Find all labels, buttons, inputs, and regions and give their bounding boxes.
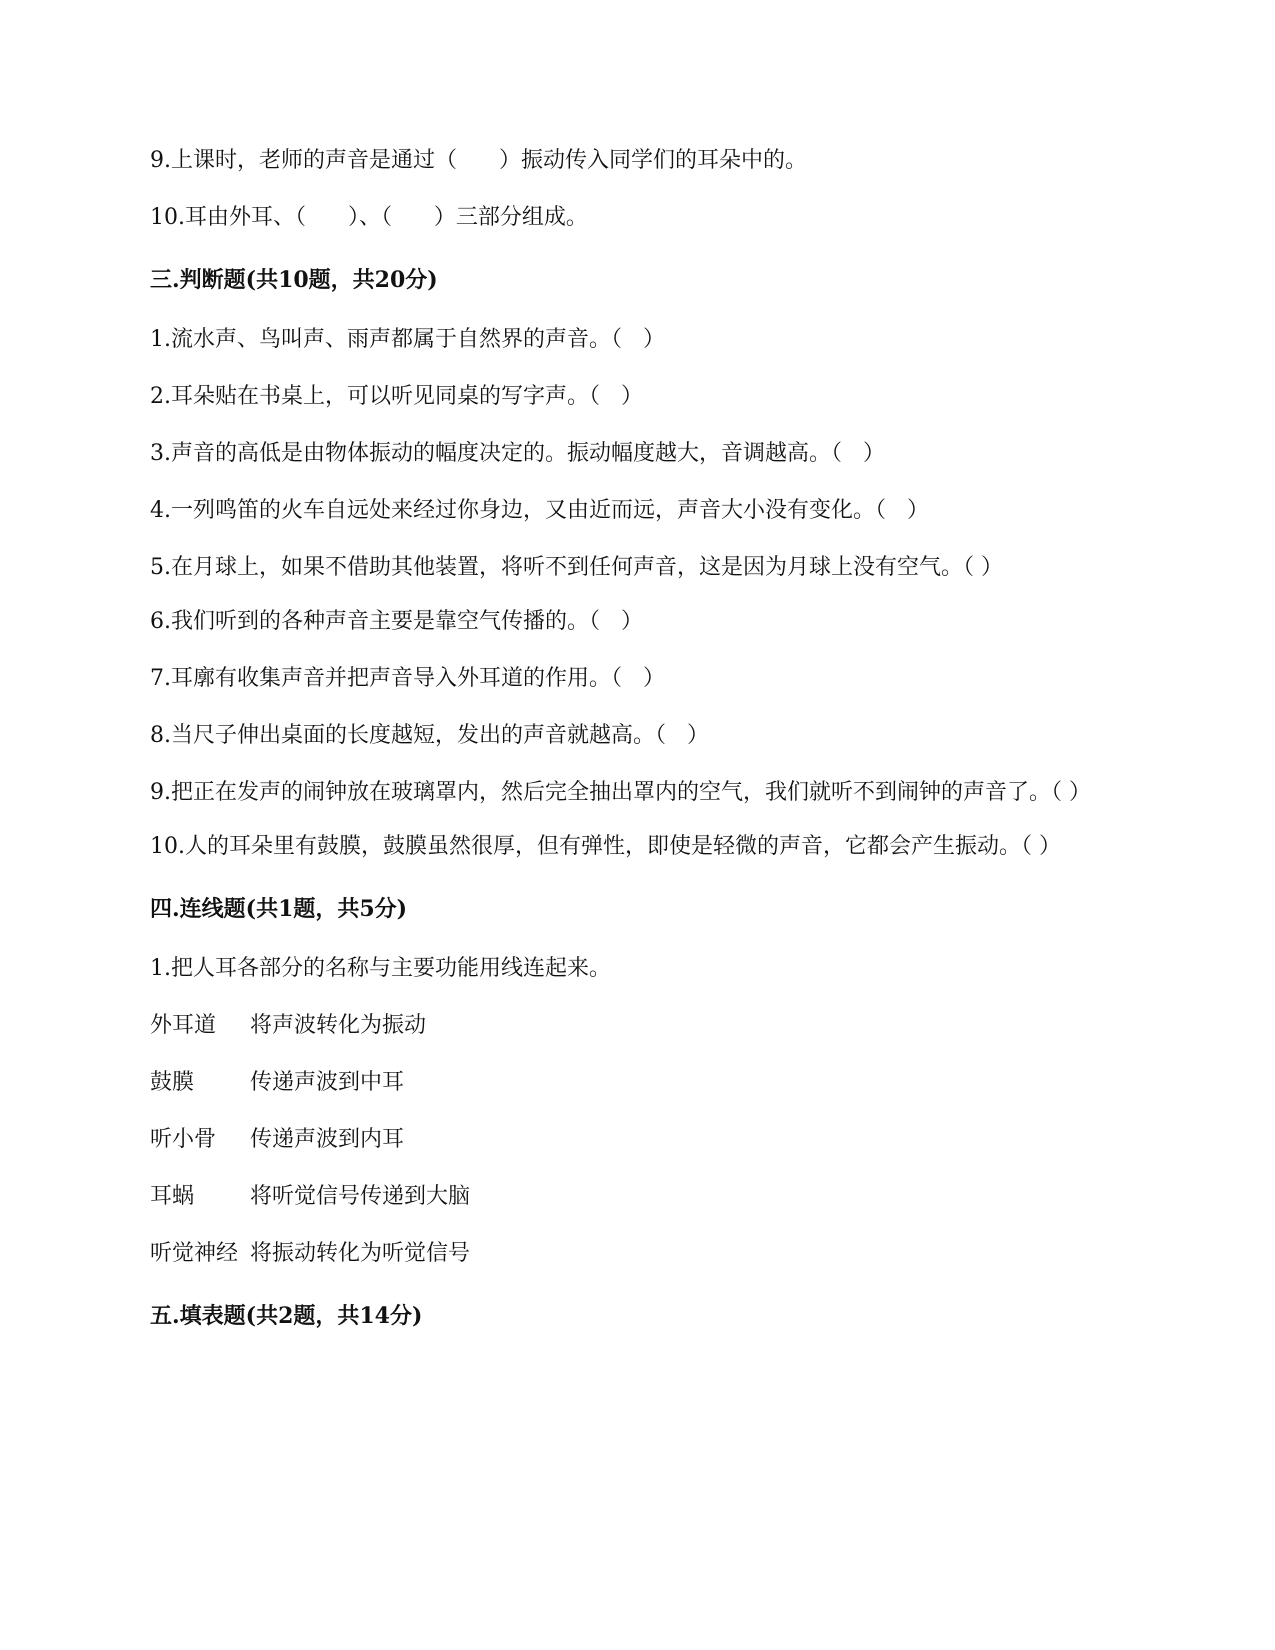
matching-right-item: 将声波转化为振动 [250, 1013, 427, 1038]
fill-blank-question-10: 10.耳由外耳、（ ）、（ ）三部分组成。 [150, 205, 588, 230]
judge-question-3: 3.声音的高低是由物体振动的幅度决定的。振动幅度越大，音调越高。（ ） [150, 441, 885, 466]
judge-question-4: 4.一列鸣笛的火车自远处来经过你身边，又由近而远，声音大小没有变化。（ ） [150, 498, 929, 523]
matching-right-item: 传递声波到中耳 [250, 1070, 405, 1095]
judge-question-9: 9.把正在发声的闹钟放在玻璃罩内，然后完全抽出罩内的空气，我们就听不到闹钟的声音了。（ ） [150, 780, 1091, 805]
matching-row [150, 1067, 1125, 1099]
exam-page [150, 145, 1125, 1360]
matching-left-item: 听觉神经 [150, 1241, 239, 1266]
matching-left-item: 耳蜗 [150, 1184, 195, 1209]
matching-right-item: 传递声波到内耳 [250, 1127, 405, 1152]
matching-question-1: 1.把人耳各部分的名称与主要功能用线连起来。 [150, 956, 611, 981]
matching-left-item: 听小骨 [150, 1127, 217, 1152]
matching-left-item: 鼓膜 [150, 1070, 195, 1095]
matching-row [150, 1181, 1125, 1213]
matching-right-item: 将振动转化为听觉信号 [250, 1241, 471, 1266]
section-3-title: 三.判断题(共10题，共20分) [150, 267, 438, 293]
matching-row [150, 1124, 1125, 1156]
fill-blank-question-9: 9.上课时，老师的声音是通过（ ）振动传入同学们的耳朵中的。 [150, 148, 807, 173]
matching-row [150, 1010, 1125, 1042]
matching-right-item: 将听觉信号传递到大脑 [250, 1184, 471, 1209]
matching-row [150, 1238, 1125, 1270]
judge-question-5: 5.在月球上，如果不借助其他装置，将听不到任何声音，这是因为月球上没有空气。（ ） [150, 555, 1003, 580]
section-5-title: 五.填表题(共2题，共14分) [150, 1303, 423, 1329]
judge-question-10: 10.人的耳朵里有鼓膜，鼓膜虽然很厚，但有弹性，即使是轻微的声音，它都会产生振动。（ ） [150, 834, 1061, 859]
section-4-title: 四.连线题(共1题，共5分) [150, 896, 408, 922]
matching-left-item: 外耳道 [150, 1013, 217, 1038]
judge-question-1: 1.流水声、鸟叫声、雨声都属于自然界的声音。（ ） [150, 327, 665, 352]
judge-question-2: 2.耳朵贴在书桌上，可以听见同桌的写字声。（ ） [150, 384, 643, 409]
judge-question-6: 6.我们听到的各种声音主要是靠空气传播的。（ ） [150, 609, 643, 634]
judge-question-7: 7.耳廓有收集声音并把声音导入外耳道的作用。（ ） [150, 666, 665, 691]
judge-question-8: 8.当尺子伸出桌面的长度越短，发出的声音就越高。（ ） [150, 723, 709, 748]
